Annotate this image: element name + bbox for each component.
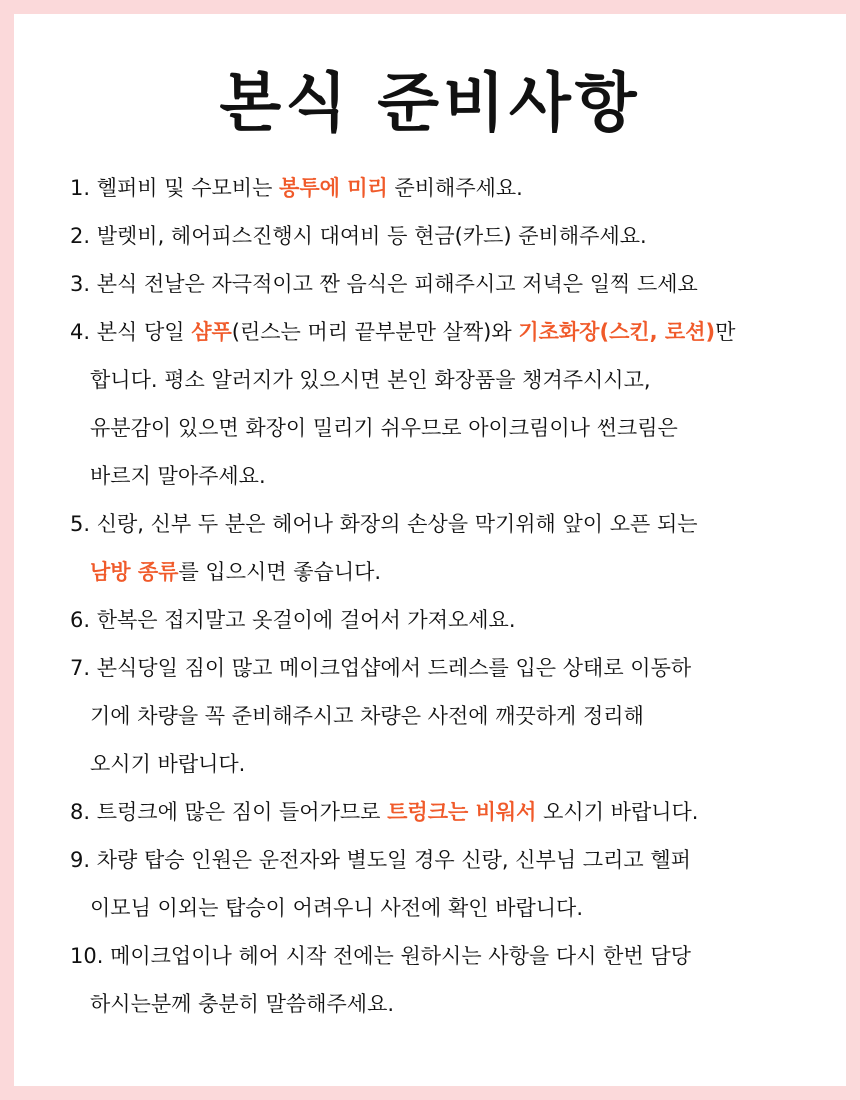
item-text: 5. 신랑, 신부 두 분은 헤어나 화장의 손상을 막기위해 앞이 오픈 되는 <box>70 512 698 536</box>
list-item-6 <box>70 598 830 646</box>
list-item-9-continued <box>70 886 830 934</box>
item-text: 오시기 바랍니다. <box>536 800 699 824</box>
list-item-4-continued <box>70 358 830 406</box>
list-item-7 <box>70 646 830 694</box>
item-text: 오시기 바랍니다. <box>90 752 246 776</box>
list-item-10 <box>70 934 830 982</box>
list-item-7-continued <box>70 694 830 742</box>
item-text: 합니다. 평소 알러지가 있으시면 본인 화장품을 챙겨주시시고, <box>90 368 651 392</box>
list-item-4-continued <box>70 406 830 454</box>
item-text: 2. 발렛비, 헤어피스진행시 대여비 등 현금(카드) 준비해주세요. <box>70 224 647 248</box>
item-text: 3. 본식 전날은 자극적이고 짠 음식은 피해주시고 저녁은 일찍 드세요 <box>70 272 698 296</box>
item-text: 기에 차량을 꼭 준비해주시고 차량은 사전에 깨끗하게 정리해 <box>90 704 644 728</box>
list-item-10-continued <box>70 982 830 1030</box>
item-text: 6. 한복은 접지말고 옷걸이에 걸어서 가져오세요. <box>70 608 516 632</box>
list-item-1 <box>70 166 830 214</box>
list-item-7-continued <box>70 742 830 790</box>
item-text: 만 <box>715 320 736 344</box>
item-text: 10. 메이크업이나 헤어 시작 전에는 원하시는 사항을 다시 한번 담당 <box>70 944 691 968</box>
highlight-text: 남방 종류 <box>90 560 179 584</box>
list-item-3 <box>70 262 830 310</box>
list-item-9 <box>70 838 830 886</box>
list-item-5-continued <box>70 550 830 598</box>
highlight-text: 트렁크는 비워서 <box>387 800 537 824</box>
list-item-2 <box>70 214 830 262</box>
item-text: 4. 본식 당일 <box>70 320 192 344</box>
item-text: 유분감이 있으면 화장이 밀리기 쉬우므로 아이크림이나 썬크림은 <box>90 416 678 440</box>
highlight-text: 봉투에 미리 <box>279 176 388 200</box>
item-text: 를 입으시면 좋습니다. <box>178 560 382 584</box>
item-text: 이모님 이외는 탑승이 어려우니 사전에 확인 바랍니다. <box>90 896 584 920</box>
list-item-4 <box>70 310 830 358</box>
notice-sheet <box>14 14 846 1086</box>
item-text: (린스는 머리 끝부분만 살짝)와 <box>231 320 519 344</box>
item-text: 하시는분께 충분히 말씀해주세요. <box>90 992 395 1016</box>
list-item-5 <box>70 502 830 550</box>
instruction-list <box>70 166 830 1030</box>
highlight-text: 샴푸 <box>191 320 232 344</box>
item-text: 준비해주세요. <box>387 176 523 200</box>
page-title: 본식 준비사항 <box>219 67 641 141</box>
item-text: 9. 차량 탑승 인원은 운전자와 별도일 경우 신랑, 신부님 그리고 헬퍼 <box>70 848 691 872</box>
list-item-8 <box>70 790 830 838</box>
item-text: 바르지 말아주세요. <box>90 464 266 488</box>
item-text: 8. 트렁크에 많은 짐이 들어가므로 <box>70 800 388 824</box>
item-text: 7. 본식당일 짐이 많고 메이크업샵에서 드레스를 입은 상태로 이동하 <box>70 656 692 680</box>
item-text: 1. 헬퍼비 및 수모비는 <box>70 176 280 200</box>
highlight-text: 기초화장(스킨, 로션) <box>518 320 716 344</box>
list-item-4-continued <box>70 454 830 502</box>
